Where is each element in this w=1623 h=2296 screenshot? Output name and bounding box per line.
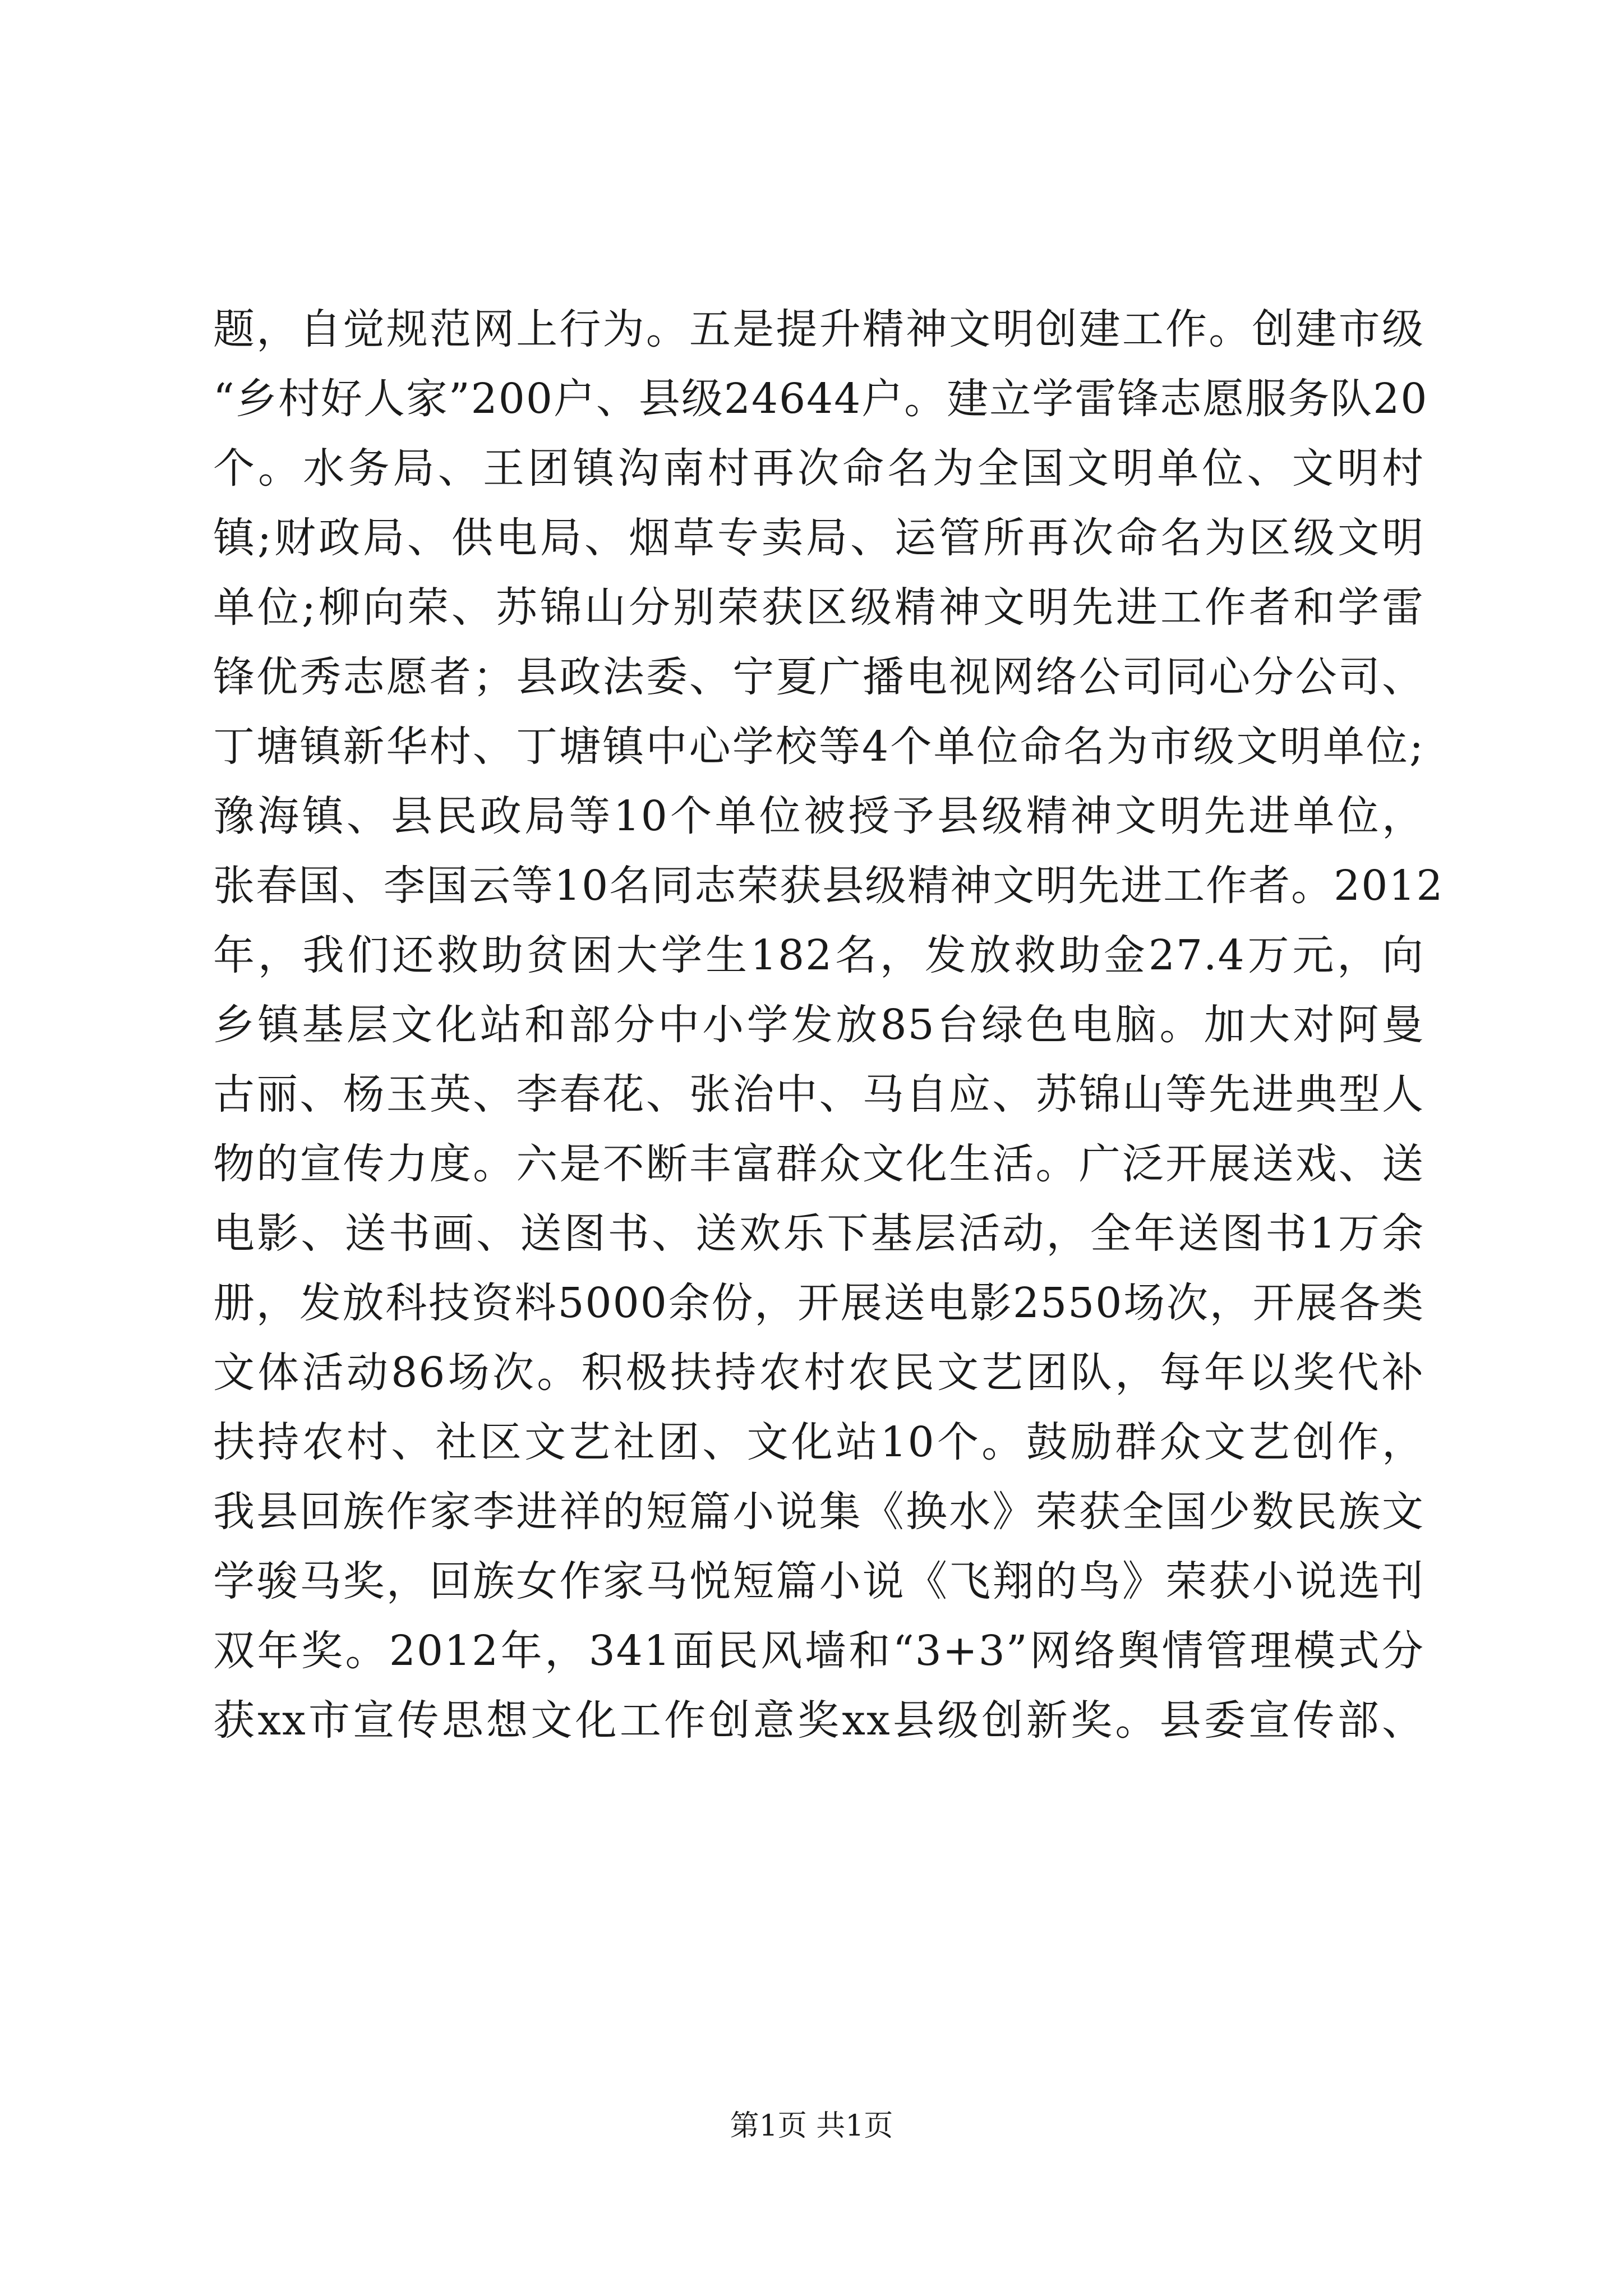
- text-line: 文体活动86场次。积极扶持农村农民文艺团队，每年以奖代补: [213, 1349, 1424, 1397]
- text-line: 古丽、杨玉英、李春花、张治中、马自应、苏锦山等先进典型人: [213, 1070, 1424, 1119]
- text-line: 丁塘镇新华村、丁塘镇中心学校等4个单位命名为市级文明单位;: [213, 723, 1424, 771]
- text-line: 册，发放科技资料5000余份，开展送电影2550场次，开展各类: [213, 1279, 1424, 1327]
- text-line: 年，我们还救助贫困大学生182名，发放救助金27.4万元，向: [213, 931, 1424, 979]
- text-line: 电影、送书画、送图书、送欢乐下基层活动，全年送图书1万余: [213, 1209, 1424, 1258]
- body-text: [213, 295, 1444, 1755]
- page-footer: [0, 2106, 1623, 2146]
- text-line: 镇;财政局、供电局、烟草专卖局、运管所再次命名为区级文明: [213, 514, 1424, 562]
- page-number-label: 第1页 共1页: [730, 2109, 893, 2143]
- text-line: 我县回族作家李进祥的短篇小说集《换水》荣获全国少数民族文: [213, 1488, 1424, 1536]
- text-line: 乡镇基层文化站和部分中小学发放85台绿色电脑。加大对阿曼: [213, 1001, 1424, 1049]
- text-line: 锋优秀志愿者；县政法委、宁夏广播电视网络公司同心分公司、: [213, 653, 1424, 701]
- text-line: “乡村好人家”200户、县级24644户。建立学雷锋志愿服务队20: [213, 375, 1428, 423]
- text-line: 扶持农村、社区文艺社团、文化站10个。鼓励群众文艺创作，: [213, 1418, 1424, 1466]
- text-line: 双年奖。2012年，341面民风墙和“3+3”网络舆情管理模式分: [213, 1627, 1424, 1675]
- text-line: 单位;柳向荣、苏锦山分别荣获区级精神文明先进工作者和学雷: [213, 583, 1424, 632]
- text-line: 物的宣传力度。六是不断丰富群众文化生活。广泛开展送戏、送: [213, 1140, 1424, 1188]
- text-line: 豫海镇、县民政局等10个单位被授予县级精神文明先进单位，: [213, 792, 1424, 840]
- text-line: 题，自觉规范网上行为。五是提升精神文明创建工作。创建市级: [213, 305, 1424, 353]
- text-line: 张春国、李国云等10名同志荣获县级精神文明先进工作者。2012: [213, 862, 1444, 910]
- text-line: 获xx市宣传思想文化工作创意奖xx县级创新奖。县委宣传部、: [213, 1696, 1424, 1745]
- text-line: 学骏马奖，回族女作家马悦短篇小说《飞翔的鸟》荣获小说选刊: [213, 1557, 1424, 1605]
- text-line: 个。水务局、王团镇沟南村再次命名为全国文明单位、文明村: [213, 444, 1424, 493]
